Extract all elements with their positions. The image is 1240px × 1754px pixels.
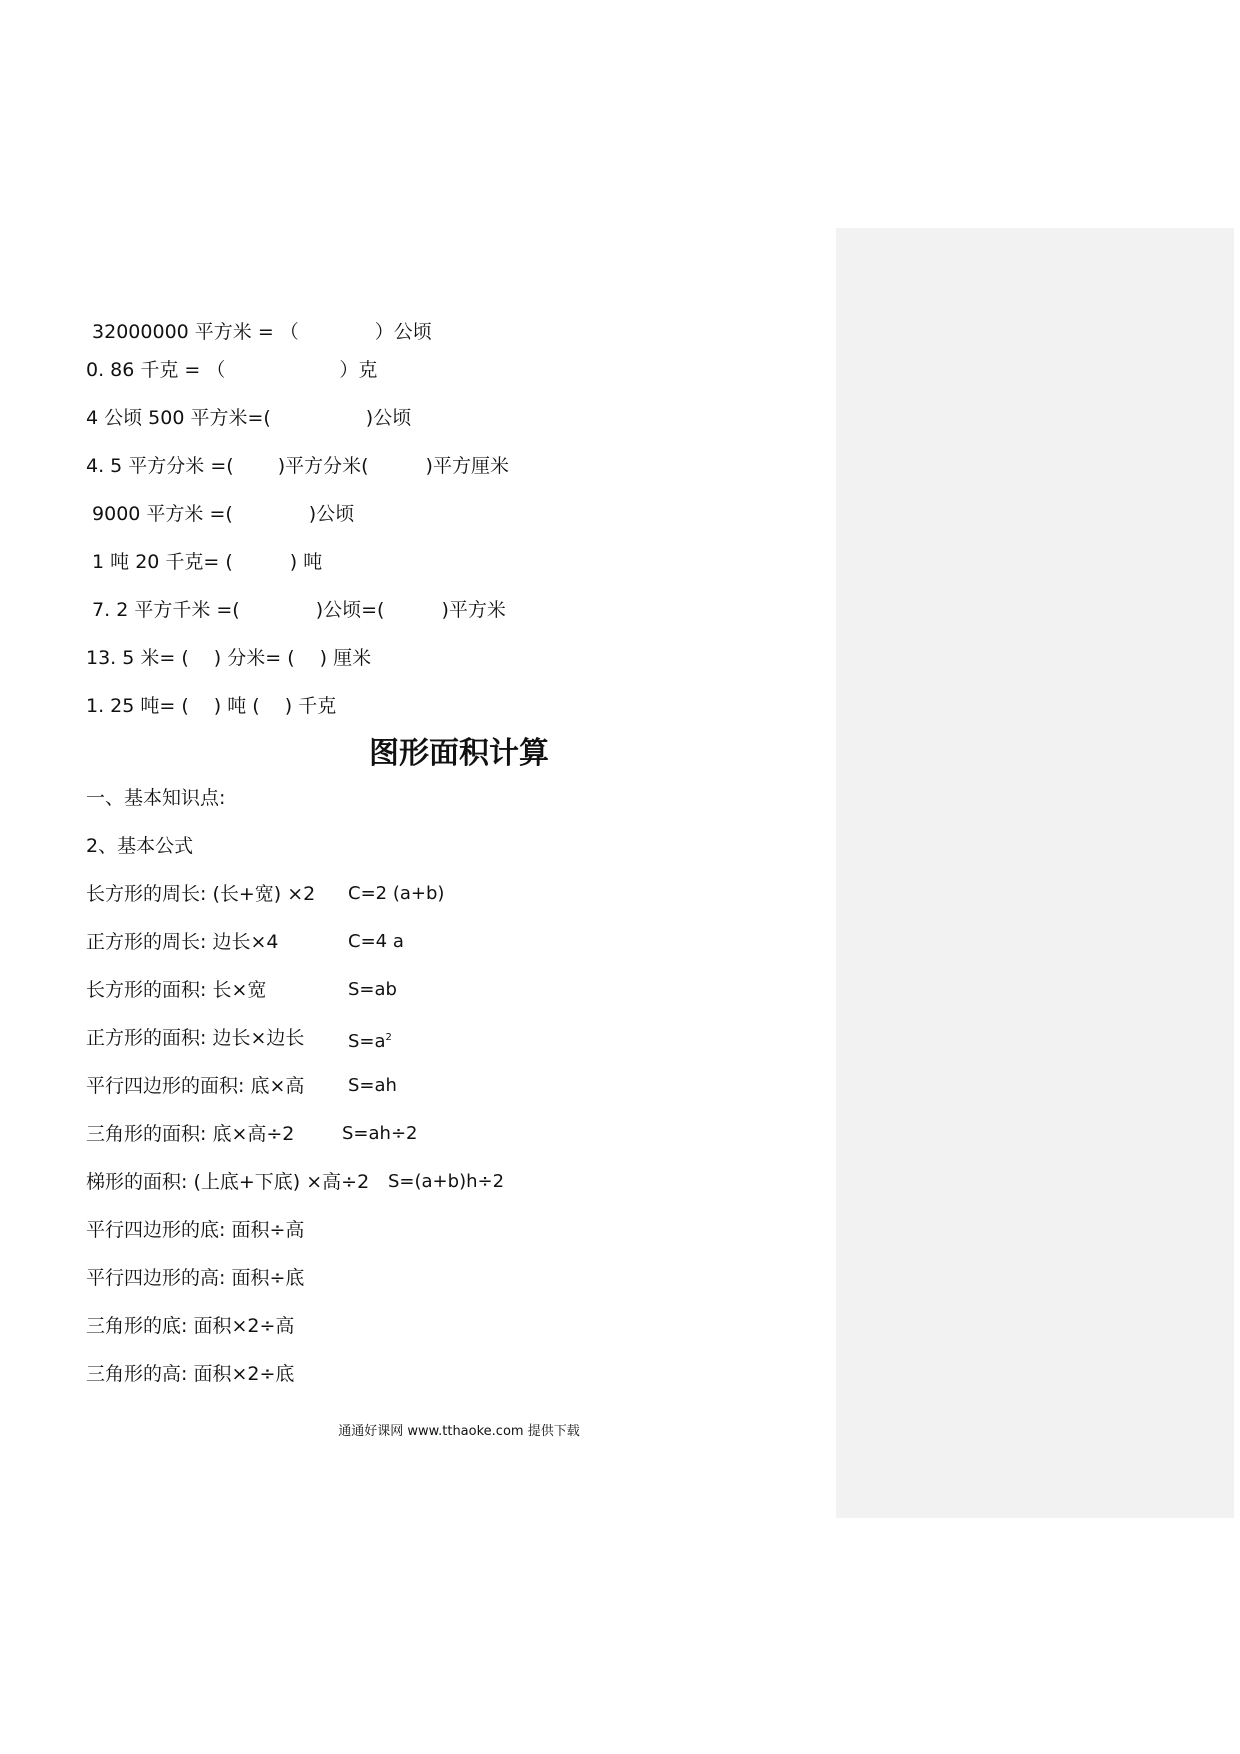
formula-expr: C=4 a bbox=[348, 931, 404, 952]
conversion-line: 0. 86 千克 = （ ）克 bbox=[86, 359, 378, 381]
section-title: 图形面积计算 bbox=[369, 736, 549, 771]
conversion-line: 1. 25 吨= ( ) 吨 ( ) 千克 bbox=[86, 695, 337, 717]
knowledge-heading: 一、基本知识点: bbox=[86, 787, 226, 809]
formula-expr: S=ah÷2 bbox=[342, 1123, 418, 1144]
formula-expr: S=(a+b)h÷2 bbox=[388, 1171, 505, 1192]
derived-formula: 三角形的高: 面积×2÷底 bbox=[86, 1363, 295, 1385]
derived-formula: 三角形的底: 面积×2÷高 bbox=[86, 1315, 295, 1337]
formula-heading: 2、基本公式 bbox=[86, 835, 194, 857]
formula-expr: S=ab bbox=[348, 979, 397, 1000]
conversion-line: 4 公顷 500 平方米=( )公顷 bbox=[86, 407, 412, 429]
formula-expr: S=ah bbox=[348, 1075, 397, 1096]
formula-text: 三角形的面积: 底×高÷2 bbox=[86, 1123, 295, 1145]
conversion-line: 1 吨 20 千克= ( ) 吨 bbox=[86, 551, 323, 573]
formula-text: 梯形的面积: (上底+下底) ×高÷2 bbox=[86, 1171, 370, 1193]
formula-text: 长方形的面积: 长×宽 bbox=[86, 979, 267, 1001]
formula-expr-base: S=a bbox=[348, 1031, 386, 1052]
conversion-line: 13. 5 米= ( ) 分米= ( ) 厘米 bbox=[86, 647, 372, 669]
formula-text: 正方形的面积: 边长×边长 bbox=[86, 1027, 305, 1049]
formula-expr: C=2 (a+b) bbox=[348, 883, 445, 904]
comment-pane bbox=[836, 228, 1234, 1518]
conversion-line: 4. 5 平方分米 =( )平方分米( )平方厘米 bbox=[86, 455, 509, 477]
formula-text: 平行四边形的面积: 底×高 bbox=[86, 1075, 305, 1097]
conversion-line: 7. 2 平方千米 =( )公顷=( )平方米 bbox=[86, 599, 506, 621]
exponent: 2 bbox=[385, 1032, 392, 1043]
formula-text: 正方形的周长: 边长×4 bbox=[86, 931, 279, 953]
formula-expr bbox=[348, 1026, 392, 1054]
derived-formula: 平行四边形的高: 面积÷底 bbox=[86, 1267, 305, 1289]
conversion-line: 9000 平方米 =( )公顷 bbox=[86, 503, 355, 525]
derived-formula: 平行四边形的底: 面积÷高 bbox=[86, 1219, 305, 1241]
formula-text: 长方形的周长: (长+宽) ×2 bbox=[86, 883, 316, 905]
conversion-line: 32000000 平方米 = （ ）公顷 bbox=[86, 321, 432, 343]
page-footer: 通通好课网 www.tthaoke.com 提供下载 bbox=[338, 1424, 580, 1439]
